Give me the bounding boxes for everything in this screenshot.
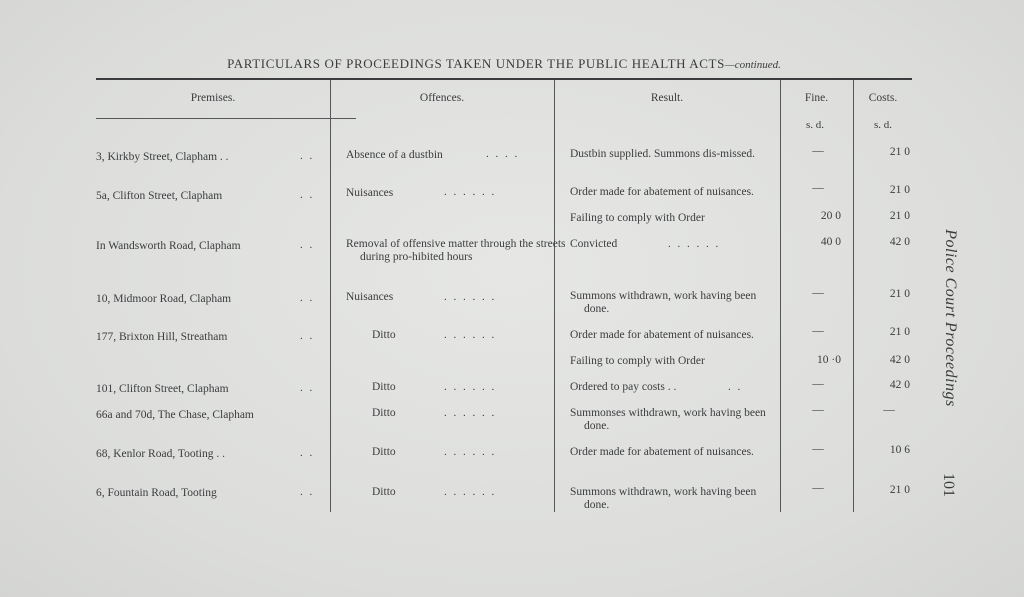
fine-cell: — (812, 325, 824, 337)
premises-cell: 10, Midmoor Road, Clapham (96, 293, 232, 305)
header-premises: Premises. (190, 92, 236, 104)
leader-dots: . . (300, 486, 315, 498)
title-continued: —continued. (724, 59, 781, 71)
offence-cell: Ditto (372, 486, 396, 498)
result-cell: Summons withdrawn, work having been done. (570, 486, 757, 511)
column-divider-offences (330, 80, 331, 512)
offence-cell: Removal of offensive matter through the streets during pro-hibited hours (346, 238, 566, 263)
premises-cell: 5a, Clifton Street, Clapham (96, 190, 223, 202)
column-divider-fine (780, 80, 781, 512)
offence-cell: Nuisances (346, 291, 394, 303)
leader-dots: . . (300, 330, 315, 342)
leader-dots: . . . . . . (444, 186, 497, 198)
costs-cell: 42 0 (889, 354, 910, 366)
fine-cell: — (812, 482, 824, 494)
leader-dots: . . . . . . (444, 329, 497, 341)
costs-cell: 42 0 (889, 236, 910, 248)
offence-cell: Ditto (372, 407, 396, 419)
costs-cell: 21 0 (889, 484, 910, 496)
result-cell: Convicted (570, 238, 618, 250)
fine-cell: 20 0 (820, 210, 841, 222)
premises-cell: 6, Fountain Road, Tooting (96, 487, 217, 499)
result-cell: Order made for abatement of nuisances. (570, 329, 754, 341)
costs-cell: — (883, 404, 895, 416)
leader-dots: . . . . (486, 148, 520, 160)
leader-dots: . . . . . . (444, 381, 497, 393)
fine-cell: — (812, 287, 824, 299)
header-offences: Offences. (419, 92, 465, 104)
result-cell: Failing to comply with Order (570, 212, 705, 224)
offence-cell: Nuisances (346, 187, 394, 199)
costs-cell: 21 0 (889, 184, 910, 196)
fine-cell: — (812, 182, 824, 194)
leader-dots: . . (300, 292, 315, 304)
result-cell: Order made for abatement of nuisances. (570, 446, 754, 458)
header-result: Result. (650, 92, 684, 104)
result-cell: Order made for abatement of nuisances. (570, 186, 754, 198)
result-cell: Dustbin supplied. Summons dis-missed. (570, 148, 755, 160)
premises-cell: 101, Clifton Street, Clapham (96, 383, 229, 395)
costs-cell: 21 0 (889, 210, 910, 222)
page-number (938, 470, 958, 500)
header-rule (96, 118, 356, 119)
leader-dots: . . (300, 239, 315, 251)
leader-dots: . . . . . . (444, 486, 497, 498)
leader-dots: . . . . . . (444, 407, 497, 419)
fine-cell: — (812, 378, 824, 390)
premises-cell: 68, Kenlor Road, Tooting . . (96, 448, 225, 460)
offence-cell: Ditto (372, 381, 396, 393)
page-title (96, 56, 912, 72)
costs-cell: 10 6 (889, 444, 910, 456)
fine-cell: — (812, 443, 824, 455)
leader-dots: . . . . . . (444, 291, 497, 303)
premises-cell: 177, Brixton Hill, Streatham (96, 331, 228, 343)
premises-cell: 3, Kirkby Street, Clapham . . (96, 151, 229, 163)
title-main: PARTICULARS OF PROCEEDINGS TAKEN UNDER THE PUBLIC HEALTH ACTS (227, 56, 725, 71)
leader-dots: . . (728, 381, 743, 393)
fine-cell: — (812, 145, 824, 157)
premises-cell: In Wandsworth Road, Clapham (96, 240, 241, 252)
result-cell: Failing to comply with Order (570, 355, 705, 367)
fine-cell: 10 ·0 (817, 354, 841, 366)
costs-cell: 21 0 (889, 288, 910, 300)
leader-dots: . . . . . . (668, 238, 721, 250)
fine-cell: — (812, 404, 824, 416)
unit-fine: s. d. (805, 119, 825, 131)
costs-cell: 21 0 (889, 326, 910, 338)
costs-cell: 42 0 (889, 379, 910, 391)
leader-dots: . . (300, 150, 315, 162)
page-number-text: 101 (940, 473, 957, 497)
premises-cell: 66a and 70d, The Chase, Clapham (96, 409, 254, 421)
running-head-text: Police Court Proceedings (942, 229, 959, 407)
unit-costs: s. d. (873, 119, 893, 131)
result-cell: Ordered to pay costs . . (570, 381, 677, 393)
offence-cell: Ditto (372, 446, 396, 458)
header-fine: Fine. (804, 92, 829, 104)
offence-cell: Absence of a dustbin (346, 149, 443, 161)
leader-dots: . . (300, 447, 315, 459)
top-rule (96, 78, 912, 80)
column-divider-costs (853, 80, 854, 512)
offence-cell: Ditto (372, 329, 396, 341)
header-costs: Costs. (868, 92, 898, 104)
result-cell: Summonses withdrawn, work having been done. (570, 407, 766, 432)
costs-cell: 21 0 (889, 146, 910, 158)
column-divider-result (554, 80, 555, 512)
leader-dots: . . (300, 382, 315, 394)
leader-dots: . . . . . . (444, 446, 497, 458)
leader-dots: . . (300, 189, 315, 201)
result-cell: Summons withdrawn, work having been done. (570, 290, 757, 315)
fine-cell: 40 0 (820, 236, 841, 248)
